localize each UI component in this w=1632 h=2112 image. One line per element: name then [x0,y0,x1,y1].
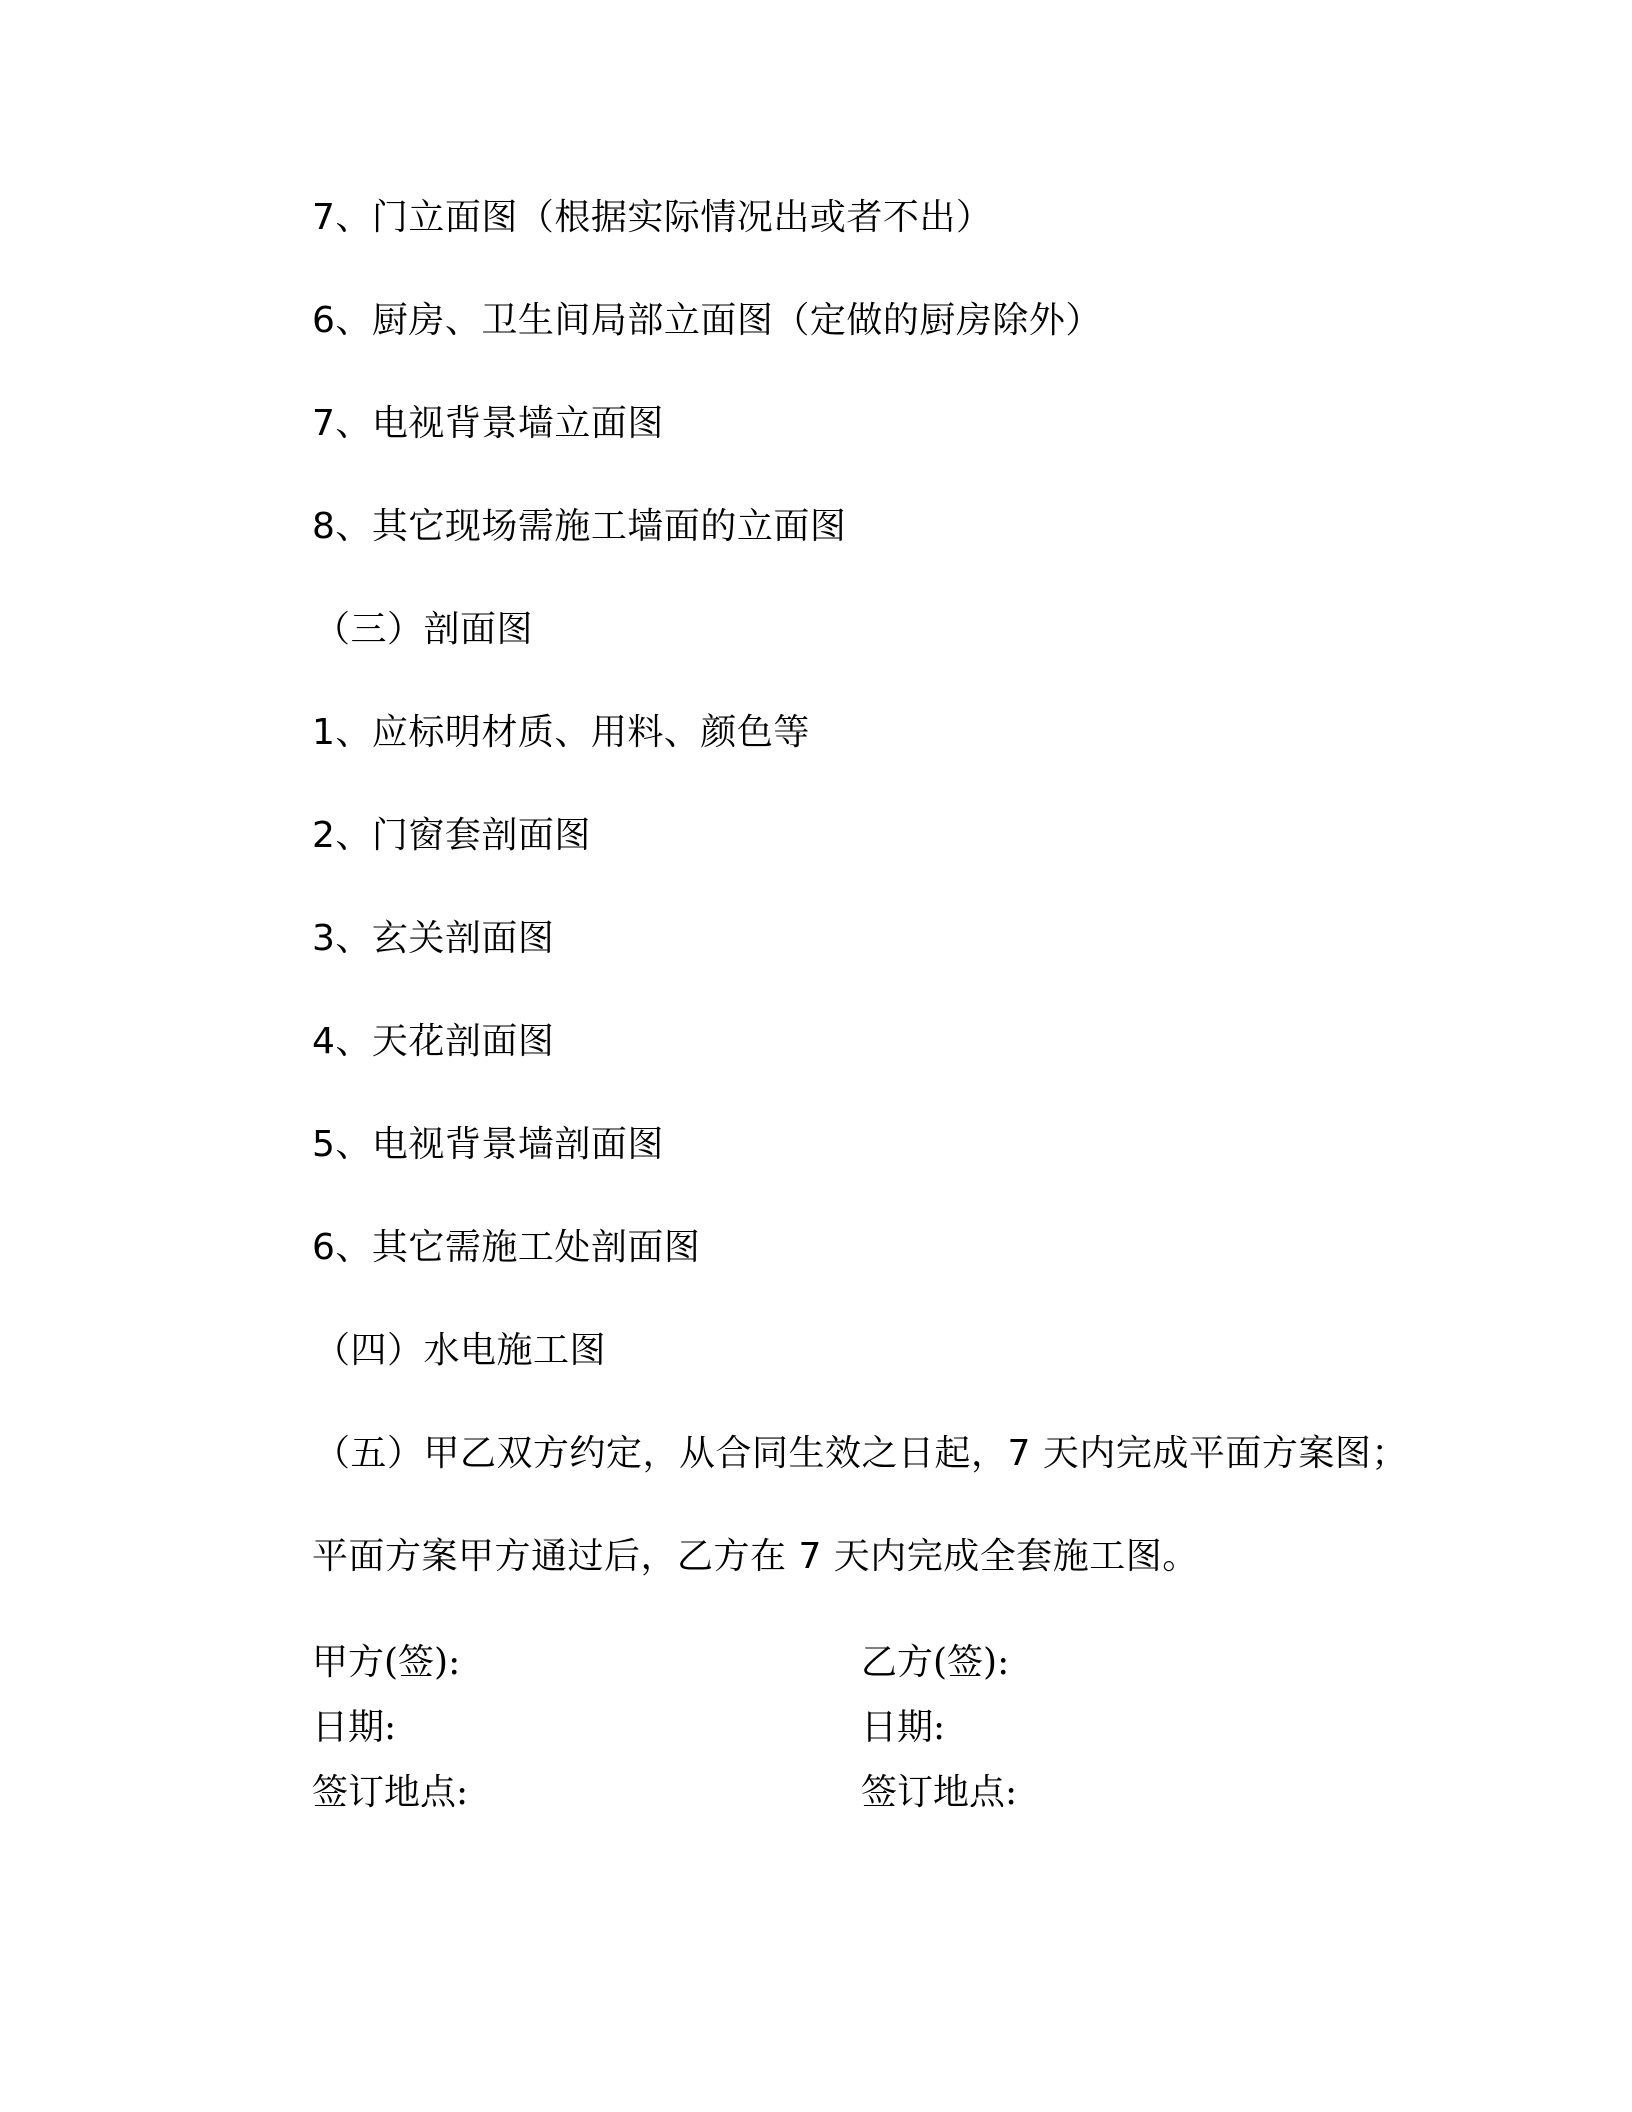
item-kitchen-bath-elevation: 6、厨房、卫生间局部立面图（定做的厨房除外） [312,300,1102,341]
agreement-text: 平面方案甲方通过后，乙方在 7 天内完成全套施工图。 [312,1536,1199,1577]
item-ceiling-section: 4、天花剖面图 [312,1021,555,1062]
party-a-place-label: 签订地点: [312,1772,469,1813]
item-tv-wall-elevation: 7、电视背景墙立面图 [312,403,664,444]
section-heading-agreement: （五）甲乙双方约定，从合同生效之日起，7 天内完成平面方案图； [314,1433,1408,1474]
party-b-date-label: 日期: [861,1707,946,1748]
section-heading-section-drawings: （三）剖面图 [314,609,534,650]
item-other-wall-elevation: 8、其它现场需施工墙面的立面图 [312,506,847,547]
item-door-elevation: 7、门立面图（根据实际情况出或者不出） [312,197,993,238]
item-tv-wall-section: 5、电视背景墙剖面图 [312,1124,664,1165]
party-a-date-label: 日期: [312,1707,397,1748]
party-a-signature-label: 甲方(签): [312,1642,461,1683]
party-b-signature-label: 乙方(签): [861,1642,1010,1683]
item-other-section: 6、其它需施工处剖面图 [312,1227,701,1268]
item-materials-note: 1、应标明材质、用料、颜色等 [312,712,810,753]
party-b-place-label: 签订地点: [861,1772,1018,1813]
section-heading-plumbing-electrical: （四）水电施工图 [314,1330,607,1371]
item-entrance-section: 3、玄关剖面图 [312,918,555,959]
item-door-window-section: 2、门窗套剖面图 [312,815,591,856]
